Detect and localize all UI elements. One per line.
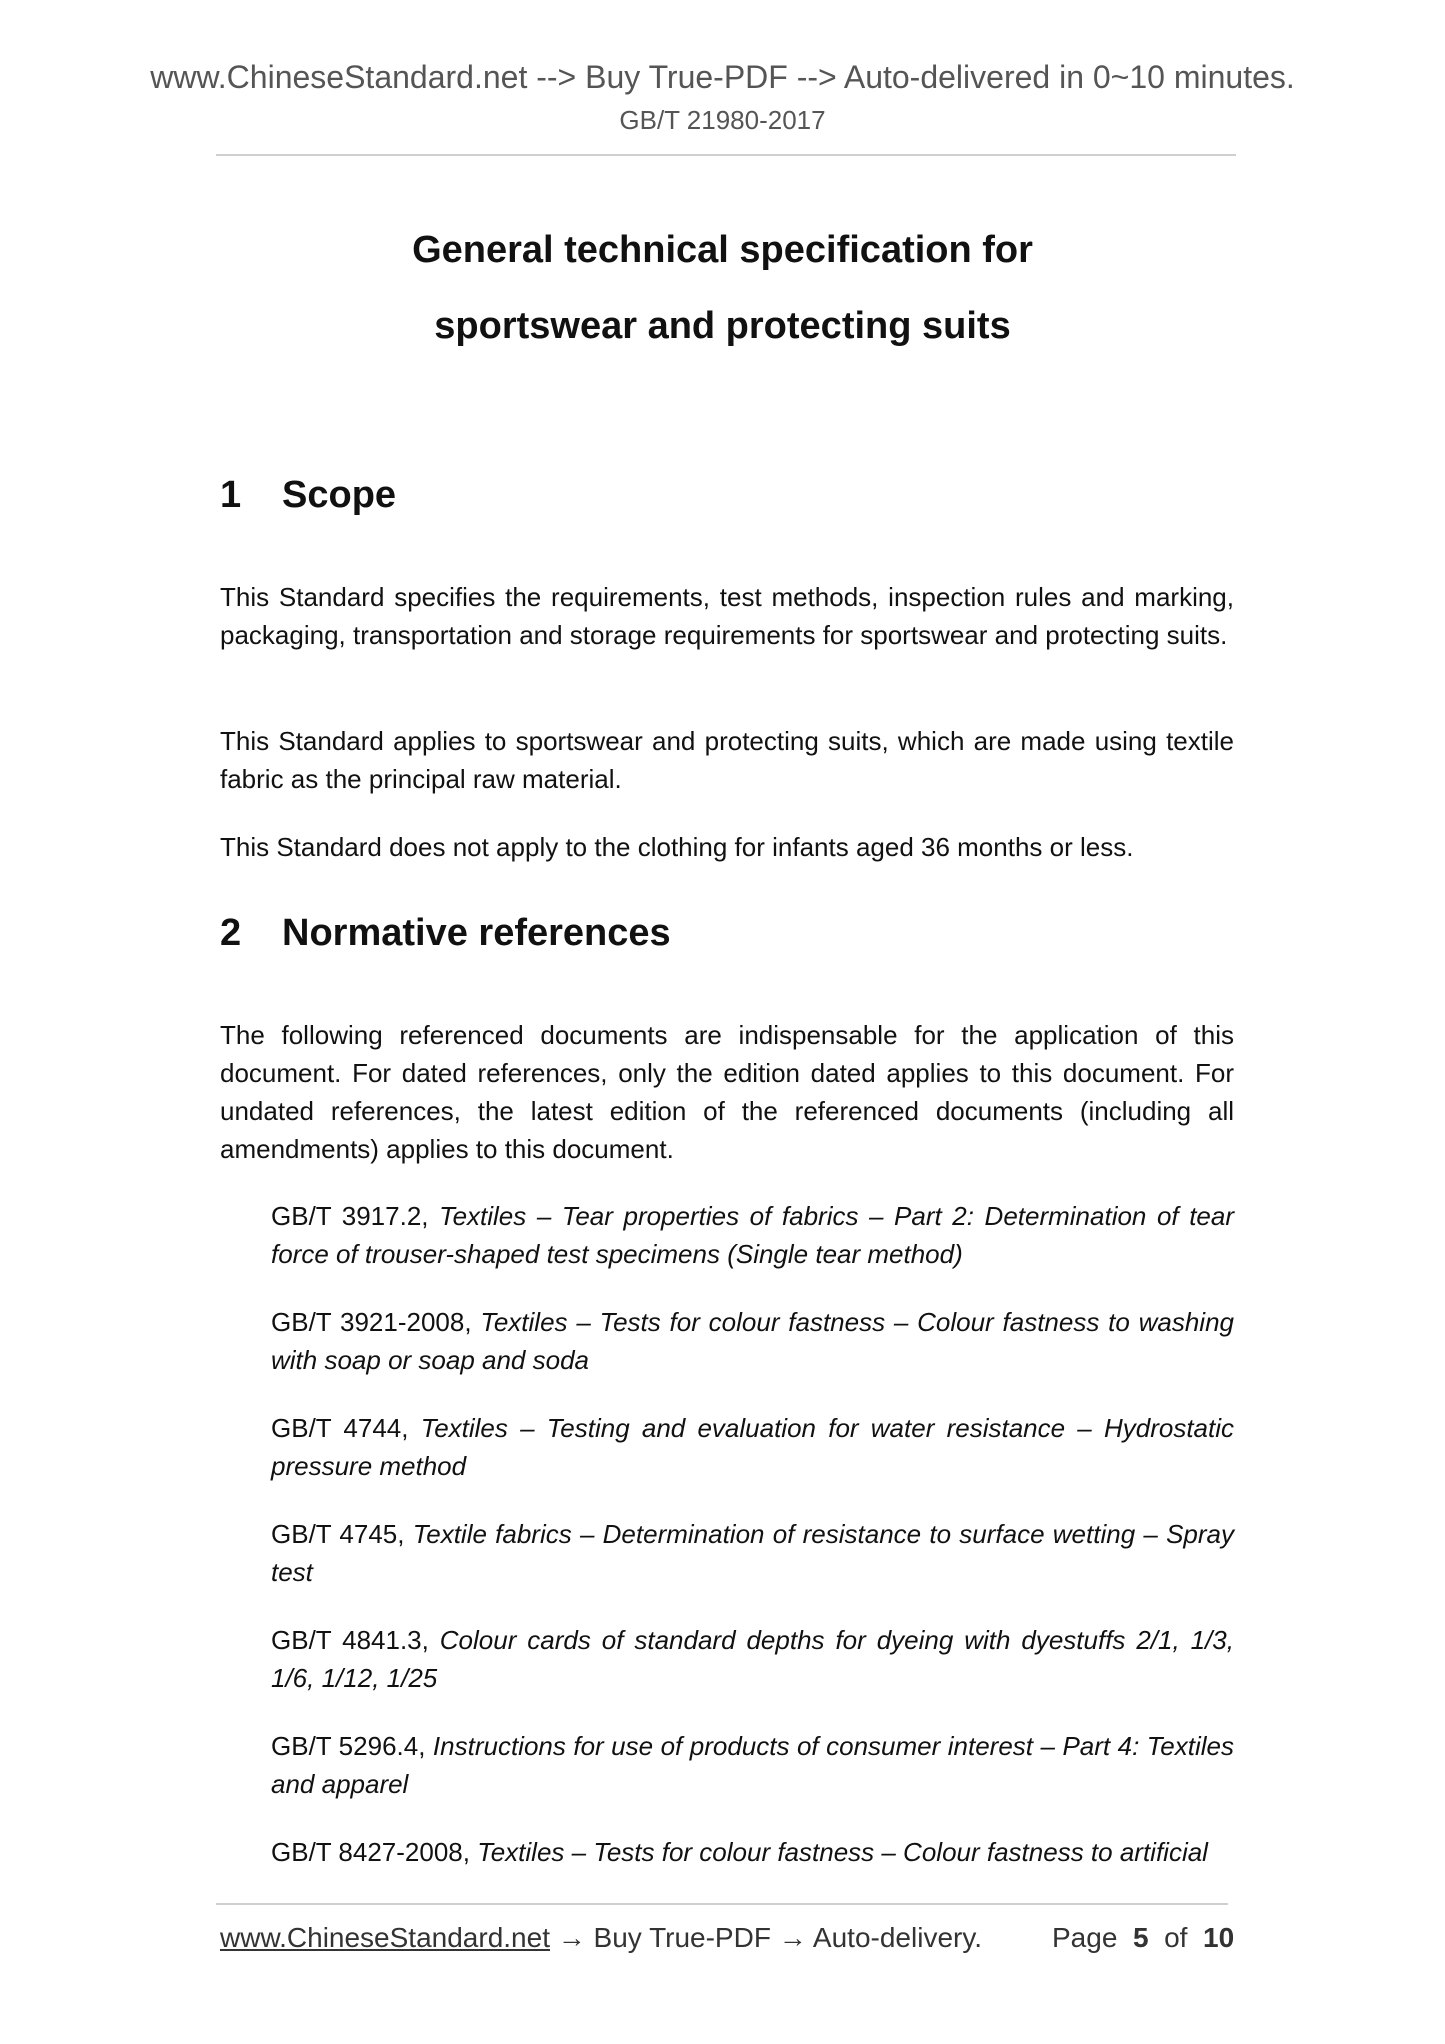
reference-item <box>271 1727 1234 1803</box>
references-intro-paragraph: The following referenced documents are indispensable for the application of this document. For dated references, only the edition dated applies to this document. For undated references, the latest edition of the referenced documents (including all amendments) applies to this document. <box>220 1020 1234 1164</box>
reference-code: GB/T 5296.4, <box>271 1731 433 1761</box>
reference-item <box>271 1833 1234 1871</box>
section-number: 1 <box>220 474 242 516</box>
reference-item <box>271 1515 1234 1591</box>
header-banner: www.ChineseStandard.net --> Buy True-PDF --> Auto-delivered in 0~10 minutes. <box>150 59 1295 95</box>
footer-left <box>220 1920 982 1956</box>
page-word: Page <box>1052 1922 1118 1953</box>
scope-paragraph-1: This Standard specifies the requirements, test methods, inspection rules and marking, packaging, transportation and storage requirements for sportswear and protecting suits. <box>220 582 1234 650</box>
section-title: Normative references <box>282 912 671 954</box>
section-heading-normative-references <box>220 908 671 958</box>
reference-title: Instructions for use of products of consumer interest – Part 4: Textiles and apparel <box>271 1731 1234 1799</box>
title-line-1: General technical specification for <box>412 229 1033 271</box>
reference-title: Textiles – Tests for colour fastness – Colour fastness to washing with soap or soap and soda <box>271 1307 1234 1375</box>
reference-title: Colour cards of standard depths for dyeing with dyestuffs 2/1, 1/3, 1/6, 1/12, 1/25 <box>271 1625 1234 1693</box>
scope-paragraph-2: This Standard applies to sportswear and protecting suits, which are made using textile fabric as the principal raw material. <box>220 726 1234 794</box>
reference-item <box>271 1409 1234 1485</box>
reference-code: GB/T 4841.3, <box>271 1625 440 1655</box>
scope-paragraph-3: This Standard does not apply to the clothing for infants aged 36 months or less. <box>220 832 1134 862</box>
reference-item <box>271 1303 1234 1379</box>
reference-item <box>271 1197 1234 1273</box>
of-word: of <box>1164 1922 1188 1953</box>
reference-title: Textiles – Tear properties of fabrics – Part 2: Determination of tear force of trouser-shaped test specimens (Single tear method) <box>271 1201 1234 1269</box>
reference-code: GB/T 4744, <box>271 1413 421 1443</box>
page-total: 10 <box>1203 1922 1235 1953</box>
footer-divider <box>216 1903 1228 1905</box>
reference-item <box>271 1621 1234 1697</box>
reference-code: GB/T 8427-2008, <box>271 1837 478 1867</box>
reference-code: GB/T 4745, <box>271 1519 413 1549</box>
footer-tagline: → Buy True-PDF → Auto-delivery. <box>549 1922 983 1953</box>
page-current: 5 <box>1132 1922 1149 1953</box>
title-line-2: sportswear and protecting suits <box>434 305 1011 347</box>
page-indicator <box>1052 1920 1234 1956</box>
section-number: 2 <box>220 912 242 954</box>
reference-title: Textile fabrics – Determination of resistance to surface wetting – Spray test <box>271 1519 1234 1587</box>
section-heading-scope <box>220 470 396 520</box>
reference-code: GB/T 3917.2, <box>271 1201 440 1231</box>
reference-title: Textiles – Testing and evaluation for water resistance – Hydrostatic pressure method <box>271 1413 1234 1481</box>
header-standard-code: GB/T 21980-2017 <box>619 105 826 135</box>
header-divider <box>216 154 1236 156</box>
section-title: Scope <box>282 474 397 516</box>
document-title <box>0 212 1445 364</box>
reference-title: Textiles – Tests for colour fastness – Colour fastness to artificial <box>477 1837 1208 1867</box>
reference-code: GB/T 3921-2008, <box>271 1307 481 1337</box>
footer-site-link[interactable]: www.ChineseStandard.net <box>220 1922 550 1953</box>
